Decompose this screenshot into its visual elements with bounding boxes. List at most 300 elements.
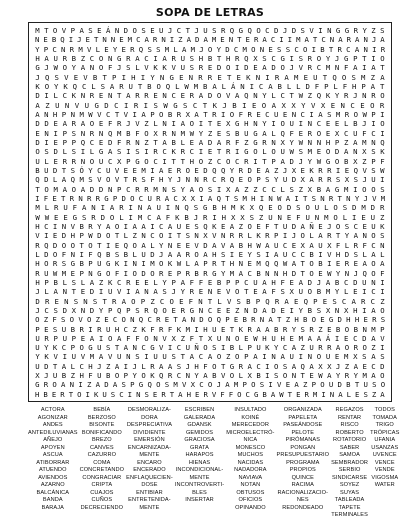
grid-letter: J — [176, 175, 182, 185]
grid-letter: F — [335, 240, 341, 250]
grid-letter: X — [291, 165, 297, 175]
grid-letter: O — [198, 156, 204, 166]
grid-letter: Y — [88, 165, 93, 175]
grid-letter: O — [121, 315, 126, 325]
grid-letter: S — [194, 221, 199, 231]
grid-letter: D — [195, 35, 200, 45]
grid-letter: Z — [86, 380, 92, 390]
grid-letter: M — [362, 137, 367, 147]
grid-letter: S — [371, 165, 376, 175]
grid-letter: A — [325, 277, 331, 287]
grid-letter: M — [380, 193, 386, 203]
grid-letter: R — [185, 268, 190, 278]
grid-letter: A — [141, 109, 146, 119]
grid-letter: C — [147, 212, 152, 222]
word-item: MICROELECTRÓ- — [226, 429, 275, 436]
grid-letter: C — [138, 193, 144, 203]
grid-letter: A — [309, 240, 314, 250]
grid-letter: K — [176, 324, 182, 334]
grid-letter: A — [229, 221, 235, 231]
grid-letter: I — [371, 119, 376, 129]
grid-letter: V — [86, 44, 92, 54]
grid-letter: M — [185, 324, 190, 334]
grid-letter: E — [167, 165, 173, 175]
grid-letter: K — [141, 324, 146, 334]
grid-letter: I — [212, 212, 217, 222]
grid-letter: X — [300, 240, 305, 250]
word-item: ROBERTO — [335, 429, 364, 436]
grid-letter: S — [380, 26, 385, 35]
grid-letter: I — [78, 380, 83, 390]
grid-letter: O — [333, 212, 338, 222]
grid-letter: U — [289, 119, 294, 129]
grid-letter: I — [298, 119, 303, 129]
grid-letter: O — [371, 268, 376, 278]
grid-letter: E — [119, 35, 124, 45]
grid-letter: J — [77, 35, 82, 45]
grid-letter: S — [282, 361, 288, 371]
word-item: PRESUPUESTARIO — [276, 452, 330, 458]
grid-letter: P — [79, 231, 84, 241]
grid-letter: N — [228, 35, 234, 45]
grid-letter: B — [79, 259, 84, 269]
grid-letter: E — [35, 128, 40, 138]
grid-letter: A — [121, 296, 126, 306]
word-item: CANVES — [90, 444, 114, 451]
grid-letter: I — [335, 165, 341, 175]
grid-letter: A — [144, 35, 149, 45]
grid-letter: N — [268, 193, 273, 203]
grid-row — [33, 371, 387, 380]
grid-letter: A — [280, 156, 285, 166]
grid-letter: A — [212, 240, 217, 250]
grid-row — [33, 362, 387, 371]
grid-letter: B — [212, 371, 217, 381]
grid-letter: A — [294, 380, 299, 390]
grid-letter: O — [277, 203, 282, 213]
grid-letter: U — [44, 268, 49, 278]
grid-letter: I — [235, 147, 240, 157]
grid-letter: Z — [207, 128, 213, 138]
grid-letter: X — [225, 119, 231, 129]
grid-letter: Z — [70, 371, 75, 381]
grid-letter: A — [35, 100, 40, 110]
grid-letter: T — [337, 193, 342, 203]
grid-letter: R — [189, 287, 195, 297]
grid-letter: N — [362, 324, 367, 334]
grid-letter: A — [216, 137, 222, 147]
grid-letter: A — [80, 119, 86, 129]
grid-letter: A — [274, 249, 279, 259]
grid-letter: C — [282, 240, 288, 250]
grid-letter: T — [102, 72, 107, 82]
grid-letter: P — [123, 371, 129, 381]
grid-letter: U — [128, 81, 133, 91]
grid-letter: I — [123, 259, 129, 269]
grid-letter: A — [271, 100, 277, 110]
grid-letter: P — [71, 333, 77, 343]
grid-letter: U — [328, 380, 334, 390]
grid-letter: W — [327, 268, 332, 278]
grid-letter: S — [114, 249, 120, 259]
grid-letter: C — [173, 193, 178, 203]
grid-letter: T — [380, 63, 385, 73]
grid-letter: N — [329, 35, 335, 45]
grid-letter: Q — [380, 137, 385, 147]
grid-letter: N — [80, 156, 86, 166]
grid-letter: O — [98, 63, 104, 73]
grid-letter: S — [135, 305, 140, 315]
grid-letter: X — [291, 100, 296, 110]
grid-letter: P — [112, 193, 118, 203]
grid-letter: X — [353, 352, 358, 362]
grid-letter: J — [126, 119, 131, 129]
word-item: ENTIBIAR — [136, 489, 163, 496]
grid-letter: O — [212, 361, 217, 371]
grid-letter: T — [244, 287, 249, 297]
grid-letter: S — [121, 380, 126, 390]
grid-letter: L — [180, 137, 185, 147]
grid-letter: W — [88, 231, 93, 241]
grid-letter: J — [371, 35, 377, 45]
grid-row — [33, 129, 387, 138]
grid-letter: Z — [45, 100, 50, 110]
grid-letter: E — [53, 137, 58, 147]
grid-letter: O — [132, 26, 137, 35]
grid-letter: U — [44, 165, 49, 175]
word-item: OPINANDO — [235, 504, 266, 511]
grid-letter: X — [362, 147, 367, 157]
grid-letter: A — [62, 184, 67, 194]
grid-letter: O — [261, 100, 267, 110]
grid-letter: C — [159, 296, 165, 306]
grid-letter: N — [171, 128, 176, 138]
grid-letter: K — [380, 221, 385, 231]
grid-letter: M — [164, 44, 170, 54]
grid-letter: W — [176, 259, 182, 269]
grid-letter: Y — [220, 268, 226, 278]
grid-letter: W — [277, 193, 282, 203]
grid-letter: D — [44, 249, 49, 259]
grid-letter: Z — [343, 137, 349, 147]
grid-letter: L — [286, 81, 292, 91]
grid-letter: S — [92, 296, 98, 306]
grid-letter: M — [361, 72, 366, 82]
grid-letter: L — [91, 81, 96, 91]
grid-letter: Q — [203, 221, 208, 231]
grid-letter: J — [132, 361, 137, 371]
grid-letter: U — [141, 249, 146, 259]
grid-letter: E — [251, 100, 257, 110]
grid-letter: I — [265, 371, 270, 381]
grid-letter: N — [64, 296, 69, 306]
grid-letter: E — [207, 147, 213, 157]
grid-letter: A — [371, 371, 376, 381]
grid-letter: U — [71, 352, 77, 362]
grid-letter: T — [226, 72, 232, 82]
grid-letter: R — [60, 389, 65, 399]
grid-letter: O — [52, 249, 58, 259]
grid-letter: P — [274, 231, 279, 241]
grid-letter: E — [123, 165, 129, 175]
grid-letter: O — [216, 91, 222, 101]
grid-letter: R — [43, 380, 49, 390]
grid-letter: I — [289, 53, 294, 63]
grid-letter: O — [141, 371, 146, 381]
grid-letter: S — [189, 53, 195, 63]
grid-letter: N — [220, 231, 226, 241]
grid-letter: G — [135, 156, 140, 166]
grid-letter: X — [185, 109, 190, 119]
grid-letter: T — [114, 109, 120, 119]
grid-letter: M — [173, 380, 178, 390]
grid-letter: C — [61, 343, 67, 353]
grid-letter: A — [316, 333, 322, 343]
word-item: AGONIZAR — [37, 414, 68, 421]
grid-letter: M — [343, 352, 349, 362]
grid-letter: V — [362, 165, 367, 175]
grid-letter: T — [93, 35, 99, 45]
grid-letter: U — [212, 324, 217, 334]
grid-row — [33, 26, 387, 35]
grid-letter: C — [176, 26, 182, 35]
grid-letter: R — [337, 44, 342, 54]
grid-letter: X — [289, 287, 294, 297]
grid-letter: N — [159, 72, 165, 82]
grid-letter: I — [144, 147, 149, 157]
grid-letter: A — [229, 240, 235, 250]
grid-letter: T — [322, 72, 328, 82]
grid-letter: F — [380, 156, 385, 166]
grid-letter: M — [61, 268, 67, 278]
grid-letter: R — [304, 389, 309, 399]
grid-row — [33, 315, 387, 324]
grid-letter: R — [307, 128, 313, 138]
grid-letter: Q — [265, 259, 270, 269]
grid-letter: A — [107, 147, 113, 157]
word-item: PAPELETA — [288, 414, 318, 421]
grid-letter: Q — [153, 305, 158, 315]
grid-row — [33, 334, 387, 343]
grid-letter: D — [337, 380, 342, 390]
grid-letter: L — [221, 81, 227, 91]
grid-letter: V — [114, 165, 120, 175]
grid-letter: R — [328, 193, 334, 203]
grid-letter: V — [212, 231, 217, 241]
grid-letter: R — [371, 91, 376, 101]
grid-letter: E — [300, 165, 305, 175]
grid-letter: A — [135, 287, 140, 297]
grid-letter: R — [95, 193, 100, 203]
grid-letter: I — [334, 333, 340, 343]
grid-letter: U — [147, 193, 152, 203]
grid-letter: I — [144, 352, 149, 362]
grid-letter: A — [262, 277, 267, 287]
grid-letter: F — [296, 212, 301, 222]
grid-letter: R — [327, 343, 332, 353]
grid-letter: E — [268, 44, 273, 54]
grid-letter: V — [162, 333, 167, 343]
grid-letter: K — [150, 371, 155, 381]
grid-letter: Y — [198, 128, 204, 138]
word-item: REDONDEADO — [282, 504, 324, 511]
grid-letter: B — [353, 119, 358, 129]
grid-letter: Z — [344, 361, 350, 371]
word-item: SINDICARSE — [331, 474, 368, 481]
grid-letter: E — [353, 259, 358, 269]
grid-letter: V — [372, 193, 377, 203]
grid-letter: R — [86, 193, 92, 203]
grid-letter: A — [380, 389, 385, 399]
page-title: SOPA DE LETRAS — [155, 6, 265, 19]
grid-letter: Z — [95, 315, 100, 325]
grid-letter: M — [325, 63, 331, 73]
grid-letter: C — [126, 184, 131, 194]
grid-letter: R — [162, 128, 167, 138]
grid-letter: S — [316, 305, 322, 315]
grid-letter: D — [121, 193, 126, 203]
grid-letter: X — [253, 53, 258, 63]
grid-letter: Z — [300, 343, 305, 353]
grid-letter: R — [144, 184, 149, 194]
word-item: INSERTAR — [185, 497, 214, 503]
word-item: AZARNO — [40, 482, 65, 488]
word-item: ORGANIZADA — [283, 407, 322, 413]
grid-letter: B — [318, 259, 323, 269]
grid-letter: L — [44, 156, 49, 166]
grid-letter: A — [135, 53, 140, 63]
grid-letter: N — [132, 343, 137, 353]
grid-letter: Z — [371, 389, 377, 399]
grid-letter: A — [194, 109, 199, 119]
grid-letter: A — [105, 221, 111, 231]
grid-letter: E — [121, 44, 126, 54]
grid-letter: H — [229, 259, 235, 269]
grid-letter: E — [344, 165, 350, 175]
grid-letter: F — [61, 249, 67, 259]
grid-letter: B — [79, 221, 84, 231]
grid-letter: M — [296, 35, 301, 45]
grid-letter: R — [309, 324, 314, 334]
grid-letter: O — [316, 53, 322, 63]
grid-letter: S — [285, 44, 291, 54]
grid-letter: F — [135, 333, 140, 343]
grid-letter: G — [98, 147, 104, 157]
grid-letter: V — [74, 100, 80, 110]
grid-letter: C — [44, 221, 49, 231]
grid-letter: Q — [265, 296, 270, 306]
word-item: ATUENDO — [38, 467, 67, 473]
word-item: MUCHOS — [237, 452, 264, 458]
grid-letter: H — [325, 137, 331, 147]
word-item: RACIMA — [291, 482, 314, 488]
grid-letter: T — [335, 231, 341, 241]
grid-letter: X — [327, 361, 332, 371]
grid-letter: Q — [229, 26, 235, 35]
grid-letter: B — [167, 109, 173, 119]
grid-letter: O — [344, 343, 350, 353]
word-item: UVENCE — [372, 452, 397, 458]
grid-letter: D — [35, 119, 40, 129]
grid-letter: E — [355, 389, 360, 399]
grid-letter: K — [153, 63, 158, 73]
grid-letter: U — [282, 221, 288, 231]
grid-letter: A — [189, 352, 195, 362]
grid-letter: N — [107, 184, 113, 194]
grid-letter: Q — [258, 203, 264, 213]
grid-letter: E — [353, 287, 358, 297]
grid-letter: N — [344, 268, 350, 278]
grid-letter: C — [44, 305, 49, 315]
grid-letter: I — [265, 72, 270, 82]
word-item: DESPRECIATIVA — [126, 422, 173, 428]
grid-letter: R — [159, 268, 164, 278]
grid-letter: F — [235, 137, 240, 147]
grid-letter: Q — [159, 371, 164, 381]
grid-letter: Z — [150, 296, 155, 306]
grid-letter: V — [80, 352, 86, 362]
grid-letter: N — [61, 221, 67, 231]
grid-letter: E — [325, 119, 331, 129]
grid-letter: X — [225, 184, 231, 194]
grid-letter: S — [117, 147, 122, 157]
grid-letter: R — [44, 296, 50, 306]
grid-letter: L — [70, 361, 75, 371]
grid-letter: O — [353, 109, 358, 119]
grid-letter: I — [100, 203, 105, 213]
grid-letter: E — [286, 212, 292, 222]
grid-letter: P — [203, 259, 208, 269]
grid-letter: R — [88, 221, 93, 231]
grid-letter: M — [298, 333, 303, 343]
grid-letter: Q — [165, 81, 171, 91]
grid-letter: E — [198, 287, 204, 297]
grid-letter: O — [44, 259, 49, 269]
grid-letter: V — [53, 352, 58, 362]
grid-letter: R — [212, 259, 217, 269]
grid-letter: S — [262, 53, 267, 63]
grid-letter: E — [343, 333, 349, 343]
grid-letter: E — [171, 305, 176, 315]
grid-letter: C — [291, 249, 297, 259]
word-item: COMA — [93, 459, 111, 466]
word-item: ENFLAQUECIEN- — [126, 474, 173, 481]
grid-letter: N — [362, 91, 367, 101]
grid-letter: E — [256, 165, 261, 175]
grid-letter: P — [380, 324, 385, 334]
grid-letter: Q — [220, 165, 226, 175]
letter-grid-frame — [28, 22, 392, 402]
grid-letter: B — [246, 296, 251, 306]
grid-letter: D — [150, 249, 155, 259]
grid-letter: A — [370, 81, 376, 91]
grid-letter: U — [305, 212, 310, 222]
grid-letter: C — [141, 343, 146, 353]
grid-letter: B — [302, 315, 308, 325]
grid-row — [33, 343, 387, 352]
grid-letter: S — [147, 44, 152, 54]
grid-letter: P — [117, 184, 122, 194]
grid-letter: O — [334, 156, 340, 166]
grid-letter: F — [150, 324, 155, 334]
grid-letter: Z — [285, 315, 291, 325]
grid-letter: O — [69, 315, 75, 325]
grid-letter: A — [147, 203, 152, 213]
grid-letter: B — [242, 315, 247, 325]
grid-letter: O — [225, 63, 231, 73]
grid-letter: U — [274, 109, 279, 119]
grid-letter: O — [335, 221, 341, 231]
